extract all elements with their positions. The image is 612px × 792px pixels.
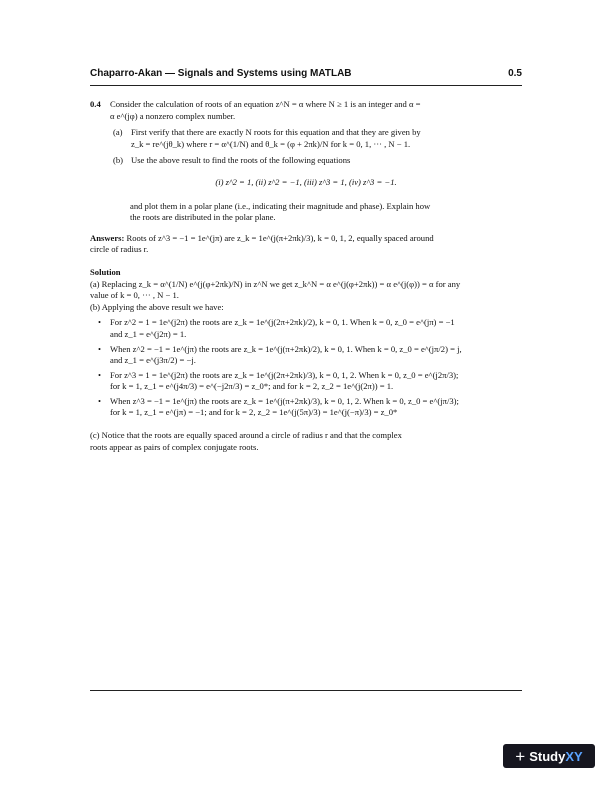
bullet-line-2: and z_1 = e^(j3π/2) = −j. — [110, 355, 196, 366]
logo-study-text: Study — [529, 748, 566, 764]
footer-rule — [90, 690, 522, 691]
plus-icon: + — [515, 746, 526, 766]
answers-line-2: circle of radius r. — [90, 244, 149, 255]
logo-xy-text: XY — [565, 748, 583, 764]
part-b-line-1: Use the above result to find the roots of the following equations — [131, 155, 351, 166]
equations-list: (i) z^2 = 1, (ii) z^2 = −1, (iii) z^3 = 1, (iv) z^3 = −1. — [215, 176, 397, 187]
bullet-icon: • — [98, 317, 102, 328]
answers-label: Answers: — [90, 232, 125, 243]
solution-bullet-list — [90, 317, 522, 419]
bullet-icon: • — [98, 343, 102, 354]
solution-c-line-2: roots appear as pairs of complex conjugate roots. — [90, 441, 259, 452]
content-body — [90, 99, 522, 453]
part-a-line-2: z_k = re^(jθ_k) where r = α^(1/N) and θ_k = (φ + 2πk)/N for k = 0, 1, ··· , N − 1. — [131, 138, 411, 149]
list-item — [90, 344, 522, 367]
problem-line-1: Consider the calculation of roots of an equation z^N = α where N ≥ 1 is an integer and α = — [110, 99, 421, 109]
running-header — [90, 68, 522, 84]
problem-number: 0.4 — [90, 99, 101, 109]
problem-statement — [90, 99, 522, 111]
part-b-line-2: and plot them in a polar plane (i.e., indicating their magnitude and phase). Explain how — [130, 200, 431, 211]
part-a-line-1: First verify that there are exactly N roots for this equation and that they are given by — [131, 127, 421, 138]
part-b-label: (b) — [113, 155, 124, 166]
bullet-line-1: For z^2 = 1 = 1e^(j2π) the roots are z_k = 1e^(j(2π+2πk)/2), k = 0, 1. When k = 0, z_0 = e^(jπ) = −1 — [110, 317, 455, 328]
solution-a-line-2: value of k = 0, ··· , N − 1. — [90, 290, 179, 301]
answers-block — [90, 233, 522, 245]
header-title: Chaparro-Akan — Signals and Systems using MATLAB — [90, 68, 352, 79]
part-a — [113, 127, 522, 150]
bullet-line-2: for k = 1, z_1 = e^(jπ) = −1; and for k = 2, z_2 = 1e^(j(5π)/3) = 1e^(j(−π)/3) = z_0* — [110, 407, 398, 418]
solution-c-line-1: (c) Notice that the roots are equally spaced around a circle of radius r and that the complex — [90, 430, 402, 441]
part-b-continuation — [130, 201, 522, 224]
part-b — [113, 155, 522, 167]
part-b-line-3: the roots are distributed in the polar plane. — [130, 212, 276, 223]
bullet-line-2: and z_1 = e^(j2π) = 1. — [110, 328, 187, 339]
header-page-number: 0.5 — [508, 68, 522, 79]
solution-heading: Solution — [90, 266, 121, 277]
bullet-line-1: When z^2 = −1 = 1e^(jπ) the roots are z_k = 1e^(j(π+2πk)/2), k = 0, 1. When k = 0, z_0 = e^(jπ/2) = j, — [110, 343, 462, 354]
solution-a-line-1: (a) Replacing z_k = α^(1/N) e^(j(φ+2πk)/N) in z^N we get z_k^N = α e^(j(φ+2πk)) = α e^(j(φ)) = α for any — [90, 278, 461, 289]
problem-line-2: α e^(jφ) a nonzero complex number. — [110, 110, 236, 121]
list-item — [90, 370, 522, 393]
studyxy-logo — [503, 744, 595, 768]
bullet-line-1: For z^3 = 1 = 1e^(j2π) the roots are z_k = 1e^(j(2π+2πk)/3), k = 0, 1, 2. When k = 0, z_0 = e^(j2π/3); — [110, 369, 459, 380]
bullet-icon: • — [98, 369, 102, 380]
part-a-label: (a) — [113, 127, 123, 138]
answers-line-1: Roots of z^3 = −1 = 1e^(jπ) are z_k = 1e^(j(π+2πk)/3), k = 0, 1, 2, equally spaced around — [126, 232, 434, 243]
bullet-line-2: for k = 1, z_1 = e^(j4π/3) = e^(−j2π/3) = z_0*; and for k = 2, z_2 = 1e^(j(2π)) = 1. — [110, 381, 394, 392]
header-rule — [90, 85, 522, 86]
solution-b-intro: (b) Applying the above result we have: — [90, 301, 224, 312]
list-item — [90, 396, 522, 419]
list-item — [90, 317, 522, 340]
bullet-icon: • — [98, 395, 102, 406]
bullet-line-1: When z^3 = −1 = 1e^(jπ) the roots are z_k = 1e^(j(π+2πk)/3), k = 0, 1, 2. When k = 0, z_0 = e^(jπ/3); — [110, 395, 459, 406]
